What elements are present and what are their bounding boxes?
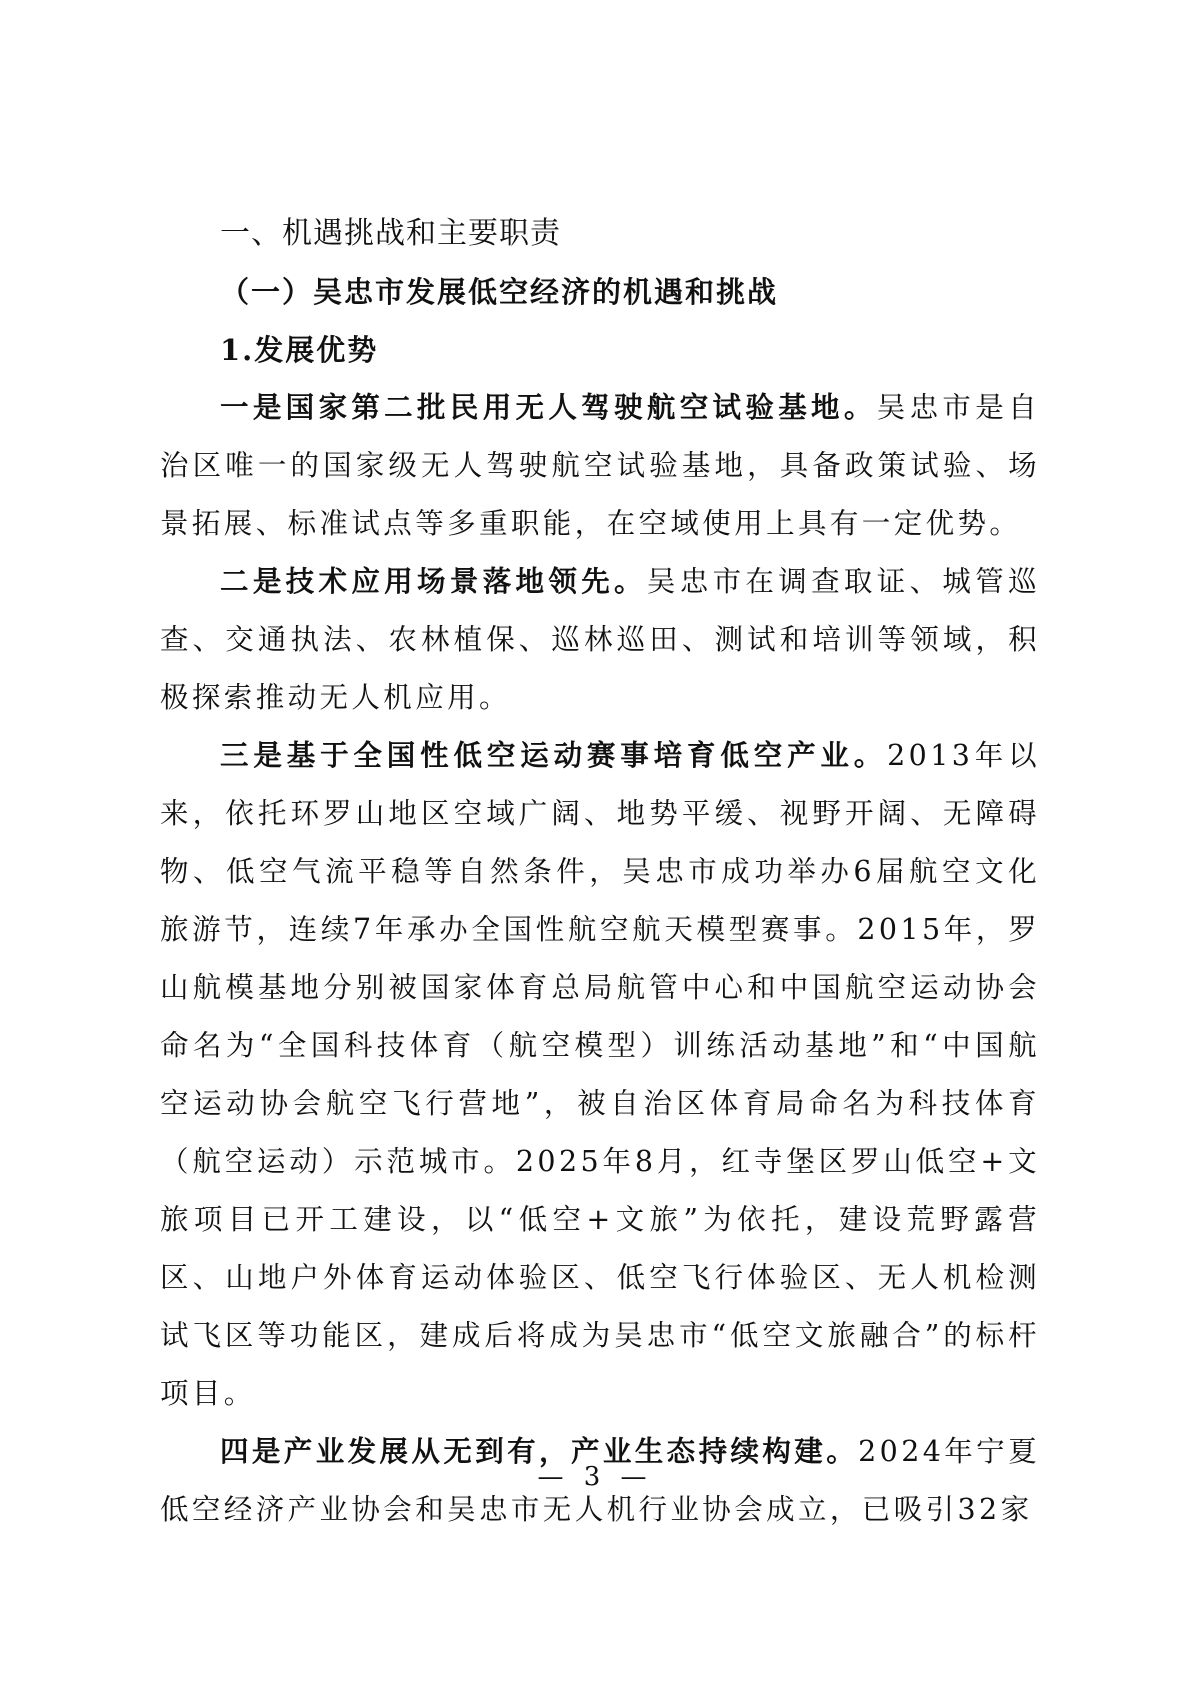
document-body	[160, 205, 1040, 1539]
paragraph-lead: 一是国家第二批民用无人驾驶航空试验基地。	[220, 391, 877, 424]
paragraph-lead: 二是技术应用场景落地领先。	[220, 565, 647, 598]
paragraph-2	[160, 553, 1040, 727]
section-heading-level3: 1.发展优势	[220, 333, 379, 367]
paragraph-body: 2013年以来，依托环罗山地区空域广阔、地势平缓、视野开阔、无障碍物、低空气流平稳等自然条件，吴忠市成功举办6届航空文化旅游节，连续7年承办全国性航空航天模型赛事。2015年，罗山航模基地分别被国家体育总局航管中心和中国航空运动协会命名为“全国科技体育（航空模型）训练活动基地”和“中国航空运动协会航空飞行营地”，被自治区体育局命名为科技体育（航空运动）示范城市。2025年8月，红寺堡区罗山低空+文旅项目已开工建设，以“低空+文旅”为依托，建设荒野露营区、山地户外体育运动体验区、低空飞行体验区、无人机检测试飞区等功能区，建成后将成为吴忠市“低空文旅融合”的标杆项目。	[160, 739, 1040, 1410]
paragraph-body: 2024年宁夏低空经济产业协会和吴忠市无人机行业协会成立，已吸引32家	[160, 1435, 1040, 1526]
paragraph-3	[160, 727, 1040, 1423]
section-heading-level1: 一、机遇挑战和主要职责	[220, 216, 561, 251]
paragraph-1	[160, 379, 1040, 553]
paragraph-lead: 三是基于全国性低空运动赛事培育低空产业。	[220, 739, 888, 772]
paragraph-body: 吴忠市在调查取证、城管巡查、交通执法、农林植保、巡林巡田、测试和培训等领域，积极探索推动无人机应用。	[160, 565, 1040, 714]
page-number: — 3 —	[537, 1462, 653, 1492]
paragraph-lead: 四是产业发展从无到有，产业生态持续构建。	[220, 1435, 859, 1468]
paragraph-body: 吴忠市是自治区唯一的国家级无人驾驶航空试验基地，具备政策试验、场景拓展、标准试点等多重职能，在空域使用上具有一定优势。	[160, 391, 1040, 540]
section-heading-level2: （一）吴忠市发展低空经济的机遇和挑战	[220, 275, 779, 309]
